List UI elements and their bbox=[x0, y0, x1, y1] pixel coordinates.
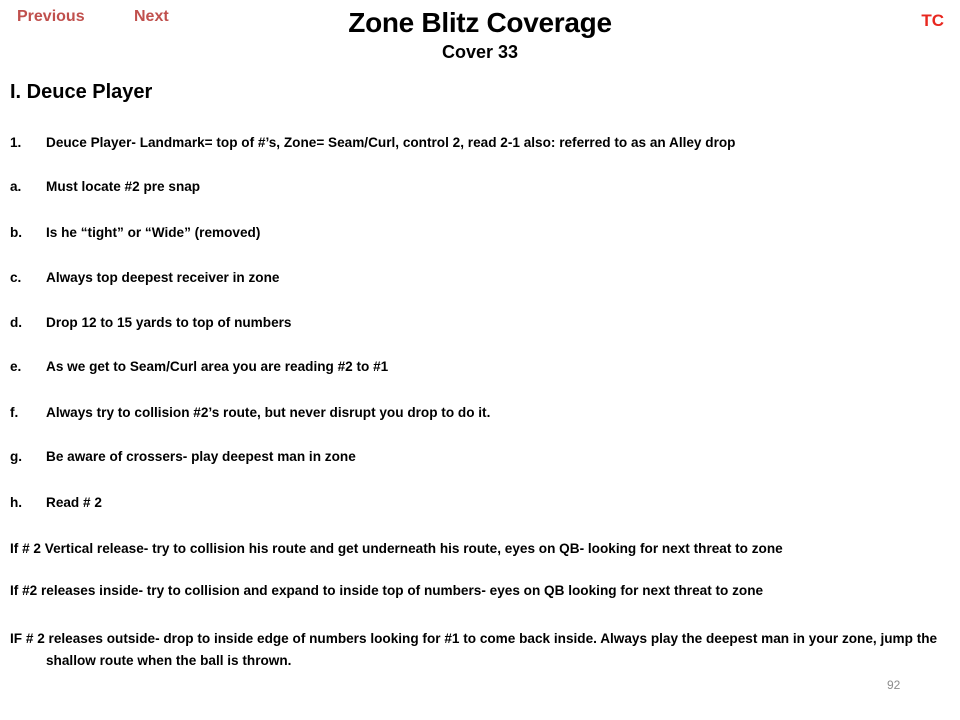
list-item bbox=[10, 315, 291, 330]
list-item bbox=[10, 449, 356, 464]
list-item bbox=[10, 179, 200, 194]
list-marker: e. bbox=[10, 359, 22, 374]
previous-link[interactable]: Previous bbox=[17, 8, 85, 25]
table-of-contents-link[interactable]: TC bbox=[921, 11, 944, 30]
list-marker: h. bbox=[10, 495, 23, 510]
list-marker: b. bbox=[10, 225, 23, 240]
list-item bbox=[10, 225, 260, 240]
page-subtitle: Cover 33 bbox=[441, 42, 519, 62]
list-item bbox=[10, 135, 735, 150]
paragraph-vertical-release: If # 2 Vertical release- try to collision his route and get underneath his route, eyes on QB- looking for next threat to zone bbox=[10, 541, 783, 556]
list-item-text: Is he “tight” or “Wide” (removed) bbox=[46, 225, 261, 240]
list-item-text: Always try to collision #2’s route, but never disrupt you drop to do it. bbox=[46, 405, 491, 420]
list-item-text: Must locate #2 pre snap bbox=[46, 179, 201, 194]
list-item-text: Drop 12 to 15 yards to top of numbers bbox=[46, 315, 292, 330]
list-marker: g. bbox=[10, 449, 23, 464]
list-marker: c. bbox=[10, 270, 22, 285]
list-item bbox=[10, 359, 388, 374]
list-item-text: Deuce Player- Landmark= top of #’s, Zone= Seam/Curl, control 2, read 2-1 also: referred to as an Alley drop bbox=[46, 135, 736, 150]
list-item-text: Be aware of crossers- play deepest man in zone bbox=[46, 449, 356, 464]
list-item-text: As we get to Seam/Curl area you are reading #2 to #1 bbox=[46, 359, 389, 374]
list-item bbox=[10, 270, 279, 285]
next-link[interactable]: Next bbox=[134, 8, 169, 25]
list-marker: f. bbox=[10, 405, 19, 420]
list-item-text: Always top deepest receiver in zone bbox=[46, 270, 280, 285]
paragraph-inside-release: If #2 releases inside- try to collision and expand to inside top of numbers- eyes on QB looking for next threat to zone bbox=[10, 583, 764, 598]
page-title: Zone Blitz Coverage bbox=[348, 7, 612, 38]
page-number: 92 bbox=[887, 678, 901, 692]
list-marker: a. bbox=[10, 179, 22, 194]
list-marker: d. bbox=[10, 315, 23, 330]
paragraph-outside-release: IF # 2 releases outside- drop to inside edge of numbers looking for #1 to come back inside. Always play the deepest man in your zone, jump the shallow route when the ball is thrown. bbox=[10, 631, 938, 668]
list-item-text: Read # 2 bbox=[46, 495, 102, 510]
list-item bbox=[10, 405, 490, 420]
section-heading: I. Deuce Player bbox=[10, 81, 153, 103]
list-item bbox=[10, 495, 102, 510]
list-marker: 1. bbox=[10, 135, 22, 150]
